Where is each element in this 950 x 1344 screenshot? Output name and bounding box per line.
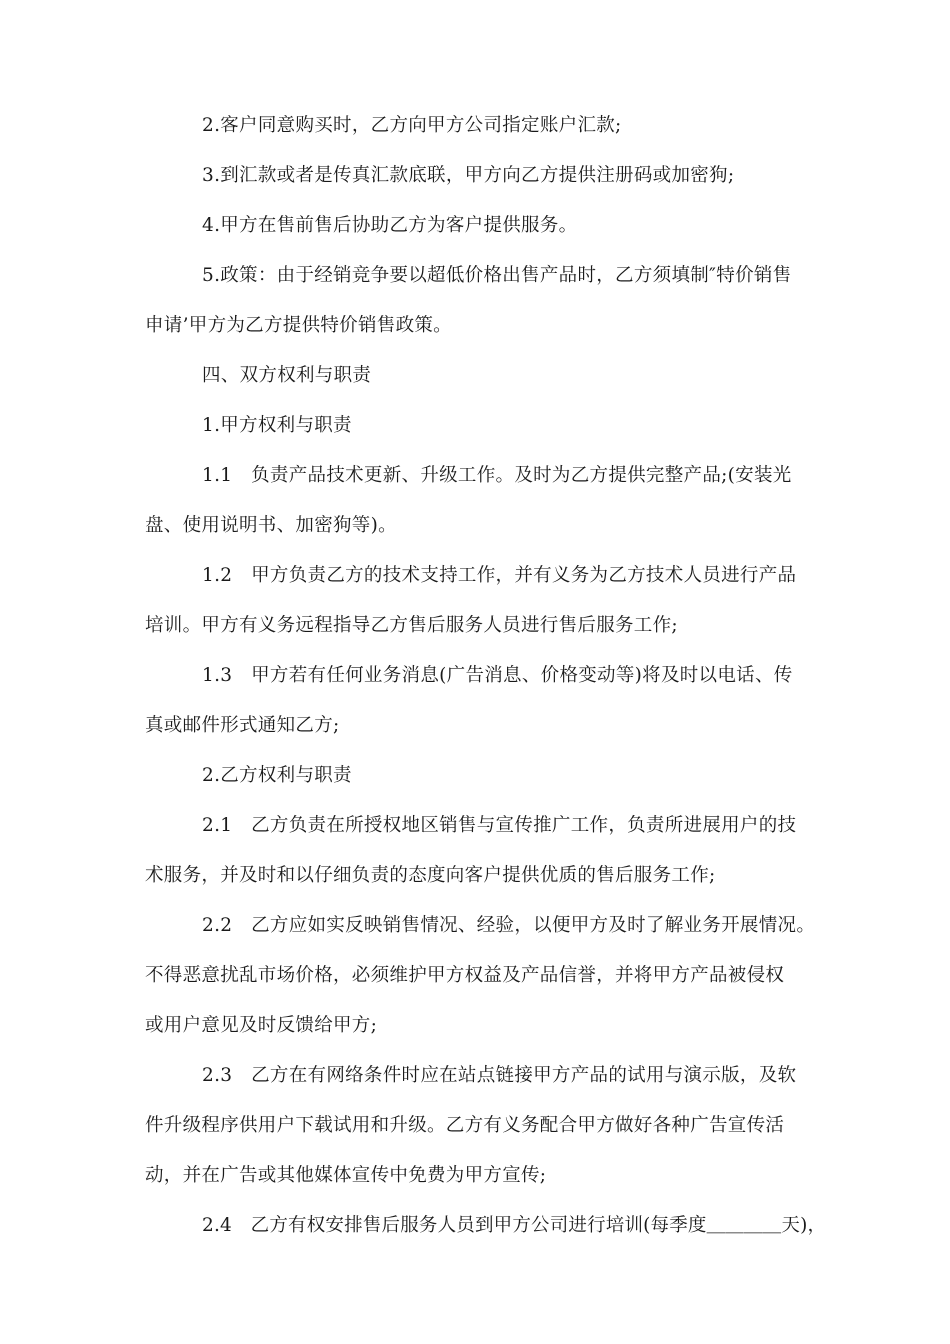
text-line-9: 盘、使用说明书、加密狗等)。 — [145, 515, 397, 536]
subsection-heading-2: 2.乙方权利与职责 — [202, 765, 352, 786]
text-line-17: 2.2 乙方应如实反映销售情况、经验，以便甲方及时了解业务开展情况。 — [202, 915, 816, 936]
text-line-8: 1.1 负责产品技术更新、升级工作。及时为乙方提供完整产品;(安装光 — [202, 465, 792, 486]
subsection-heading-1: 1.甲方权利与职责 — [202, 415, 352, 436]
text-line-21: 件升级程序供用户下载试用和升级。乙方有义务配合甲方做好各种广告宣传活 — [145, 1115, 785, 1136]
text-line-23: 2.4 乙方有权安排售后服务人员到甲方公司进行培训(每季度＿＿＿＿天)， — [202, 1215, 827, 1236]
text-line-16: 术服务，并及时和以仔细负责的态度向客户提供优质的售后服务工作; — [145, 865, 716, 886]
text-line-18: 不得恶意扰乱市场价格，必须维护甲方权益及产品信誉，并将甲方产品被侵权 — [145, 965, 785, 986]
text-line-19: 或用户意见及时反馈给甲方; — [145, 1015, 378, 1036]
text-line-1: 2.客户同意购买时，乙方向甲方公司指定账户汇款; — [202, 115, 622, 136]
text-line-5: 申请’甲方为乙方提供特价销售政策。 — [145, 315, 452, 336]
text-line-20: 2.3 乙方在有网络条件时应在站点链接甲方产品的试用与演示版，及软 — [202, 1065, 797, 1086]
text-line-3: 4.甲方在售前售后协助乙方为客户提供服务。 — [202, 215, 578, 236]
text-line-11: 培训。甲方有义务远程指导乙方售后服务人员进行售后服务工作; — [145, 615, 678, 636]
text-line-22: 动，并在广告或其他媒体宣传中免费为甲方宣传; — [145, 1165, 547, 1186]
section-heading-4: 四、双方权利与职责 — [202, 365, 372, 386]
text-line-4: 5.政策：由于经销竞争要以超低价格出售产品时，乙方须填制″特价销售 — [202, 265, 792, 286]
text-line-15: 2.1 乙方负责在所授权地区销售与宣传推广工作，负责所进展用户的技 — [202, 815, 797, 836]
text-line-2: 3.到汇款或者是传真汇款底联，甲方向乙方提供注册码或加密狗; — [202, 165, 735, 186]
text-line-10: 1.2 甲方负责乙方的技术支持工作，并有义务为乙方技术人员进行产品 — [202, 565, 797, 586]
text-line-13: 真或邮件形式通知乙方; — [145, 715, 340, 736]
text-line-12: 1.3 甲方若有任何业务消息(广告消息、价格变动等)将及时以电话、传 — [202, 665, 793, 686]
